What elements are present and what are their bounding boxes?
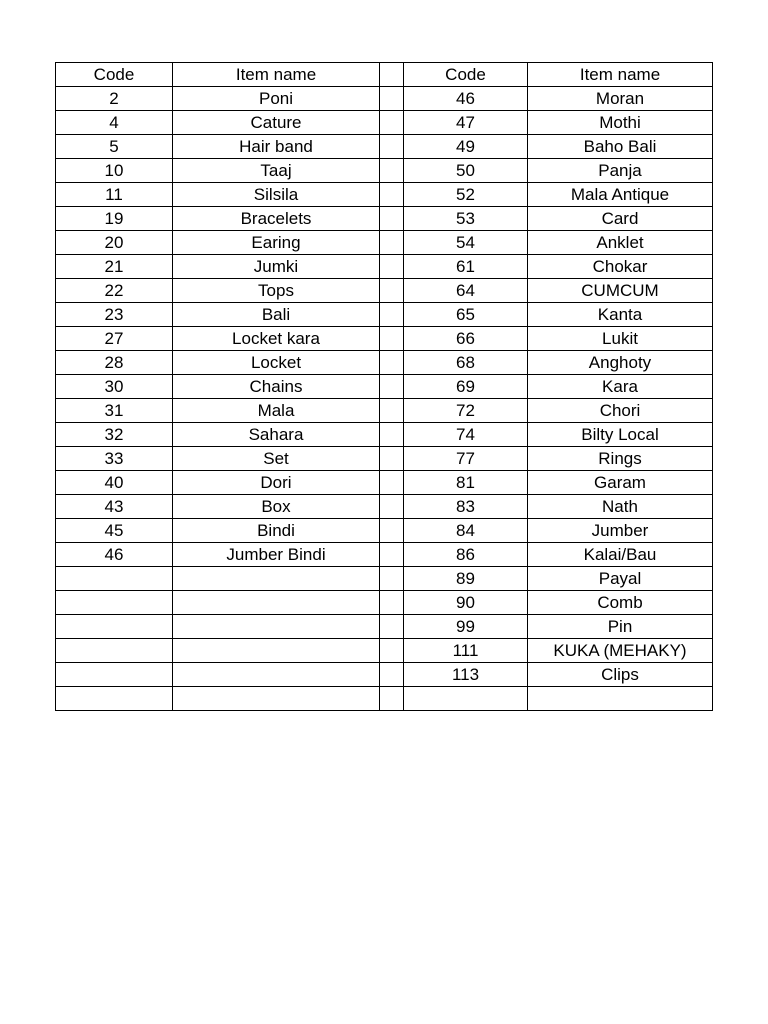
- right-code-cell: 46: [404, 87, 528, 111]
- left-code-cell: 31: [56, 399, 173, 423]
- left-item-name-cell: Box: [173, 495, 380, 519]
- right-item-name-cell: Rings: [528, 447, 713, 471]
- left-code-cell: 45: [56, 519, 173, 543]
- right-code-cell: [404, 687, 528, 711]
- left-item-name-cell: Set: [173, 447, 380, 471]
- left-item-name-cell: Poni: [173, 87, 380, 111]
- left-code-cell: 30: [56, 375, 173, 399]
- spacer-cell: [380, 663, 404, 687]
- right-code-cell: 49: [404, 135, 528, 159]
- left-item-name-cell: Hair band: [173, 135, 380, 159]
- left-item-name-cell: Earing: [173, 231, 380, 255]
- item-code-table: [55, 62, 713, 711]
- left-code-cell: 11: [56, 183, 173, 207]
- right-item-name-cell: Mothi: [528, 111, 713, 135]
- spacer-cell: [380, 519, 404, 543]
- spacer-cell: [380, 255, 404, 279]
- table-row: [56, 663, 713, 687]
- spacer-cell: [380, 207, 404, 231]
- right-item-name-cell: Card: [528, 207, 713, 231]
- right-code-cell: 64: [404, 279, 528, 303]
- left-item-name-cell: Tops: [173, 279, 380, 303]
- left-item-name-cell: Jumki: [173, 255, 380, 279]
- spacer-cell: [380, 111, 404, 135]
- right-code-cell: 61: [404, 255, 528, 279]
- table-row: [56, 399, 713, 423]
- left-code-cell: 21: [56, 255, 173, 279]
- table-row: [56, 519, 713, 543]
- right-item-name-cell: Kanta: [528, 303, 713, 327]
- left-code-cell: 46: [56, 543, 173, 567]
- table-row: [56, 135, 713, 159]
- spacer-cell: [380, 303, 404, 327]
- spacer-cell: [380, 375, 404, 399]
- table-row: [56, 207, 713, 231]
- right-item-name-cell: Panja: [528, 159, 713, 183]
- left-code-cell: [56, 591, 173, 615]
- right-code-cell: 83: [404, 495, 528, 519]
- left-item-name-cell: Locket: [173, 351, 380, 375]
- left-code-cell: 20: [56, 231, 173, 255]
- right-code-cell: 74: [404, 423, 528, 447]
- right-code-cell: 81: [404, 471, 528, 495]
- left-code-cell: 10: [56, 159, 173, 183]
- right-item-name-cell: Pin: [528, 615, 713, 639]
- table-row: [56, 255, 713, 279]
- spacer-cell: [380, 351, 404, 375]
- item-code-table-body: [56, 63, 713, 711]
- right-code-cell: 111: [404, 639, 528, 663]
- left-item-name-cell: [173, 687, 380, 711]
- right-code-cell: 77: [404, 447, 528, 471]
- left-code-cell: 5: [56, 135, 173, 159]
- table-row: [56, 615, 713, 639]
- spacer-cell: [380, 495, 404, 519]
- left-item-name-cell: [173, 663, 380, 687]
- spacer-cell: [380, 279, 404, 303]
- spacer-cell: [380, 687, 404, 711]
- right-item-name-cell: CUMCUM: [528, 279, 713, 303]
- left-code-cell: 40: [56, 471, 173, 495]
- right-item-name-cell: KUKA (MEHAKY): [528, 639, 713, 663]
- right-item-name-cell: Kara: [528, 375, 713, 399]
- right-item-name-cell: Jumber: [528, 519, 713, 543]
- right-item-name-cell: Mala Antique: [528, 183, 713, 207]
- table-row: [56, 111, 713, 135]
- table-row: [56, 423, 713, 447]
- table-row: [56, 303, 713, 327]
- right-code-header: Code: [404, 63, 528, 87]
- spacer-cell: [380, 447, 404, 471]
- right-item-name-cell: Garam: [528, 471, 713, 495]
- right-item-name-cell: Chokar: [528, 255, 713, 279]
- right-item-name-cell: Comb: [528, 591, 713, 615]
- left-code-cell: [56, 615, 173, 639]
- right-code-cell: 50: [404, 159, 528, 183]
- table-row: [56, 351, 713, 375]
- spacer-cell: [380, 615, 404, 639]
- left-item-name-cell: [173, 639, 380, 663]
- left-item-name-cell: Dori: [173, 471, 380, 495]
- table-row: [56, 87, 713, 111]
- right-code-cell: 54: [404, 231, 528, 255]
- table-header-row: [56, 63, 713, 87]
- table-row: [56, 567, 713, 591]
- table-row: [56, 159, 713, 183]
- spacer-cell: [380, 327, 404, 351]
- table-row: [56, 231, 713, 255]
- spacer-cell: [380, 63, 404, 87]
- left-item-name-cell: Locket kara: [173, 327, 380, 351]
- right-item-name-cell: Nath: [528, 495, 713, 519]
- table-row: [56, 639, 713, 663]
- right-code-cell: 53: [404, 207, 528, 231]
- left-code-cell: 43: [56, 495, 173, 519]
- left-code-header: Code: [56, 63, 173, 87]
- right-item-name-cell: Clips: [528, 663, 713, 687]
- right-item-name-cell: Moran: [528, 87, 713, 111]
- table-row: [56, 327, 713, 351]
- right-code-cell: 52: [404, 183, 528, 207]
- spacer-cell: [380, 471, 404, 495]
- left-item-name-cell: [173, 615, 380, 639]
- spacer-cell: [380, 87, 404, 111]
- spacer-cell: [380, 135, 404, 159]
- right-code-cell: 69: [404, 375, 528, 399]
- spacer-cell: [380, 543, 404, 567]
- left-code-cell: 4: [56, 111, 173, 135]
- right-code-cell: 90: [404, 591, 528, 615]
- right-code-cell: 68: [404, 351, 528, 375]
- left-item-name-cell: Bracelets: [173, 207, 380, 231]
- table-row: [56, 495, 713, 519]
- left-code-cell: [56, 687, 173, 711]
- right-code-cell: 89: [404, 567, 528, 591]
- left-item-name-cell: Cature: [173, 111, 380, 135]
- spacer-cell: [380, 231, 404, 255]
- right-item-name-cell: Anghoty: [528, 351, 713, 375]
- spacer-cell: [380, 183, 404, 207]
- left-code-cell: [56, 663, 173, 687]
- left-item-name-cell: Chains: [173, 375, 380, 399]
- right-code-cell: 72: [404, 399, 528, 423]
- right-code-cell: 66: [404, 327, 528, 351]
- right-item-name-cell: Lukit: [528, 327, 713, 351]
- table-row: [56, 471, 713, 495]
- left-code-cell: 23: [56, 303, 173, 327]
- left-code-cell: 2: [56, 87, 173, 111]
- table-row: [56, 279, 713, 303]
- spacer-cell: [380, 399, 404, 423]
- right-item-name-cell: Payal: [528, 567, 713, 591]
- left-code-cell: 33: [56, 447, 173, 471]
- left-code-cell: [56, 567, 173, 591]
- left-code-cell: 32: [56, 423, 173, 447]
- right-item-name-cell: Baho Bali: [528, 135, 713, 159]
- right-item-name-cell: [528, 687, 713, 711]
- left-code-cell: 19: [56, 207, 173, 231]
- table-row: [56, 543, 713, 567]
- spacer-cell: [380, 567, 404, 591]
- spacer-cell: [380, 639, 404, 663]
- table-row: [56, 447, 713, 471]
- table-row: [56, 183, 713, 207]
- left-item-name-cell: [173, 591, 380, 615]
- right-item-name-cell: Bilty Local: [528, 423, 713, 447]
- left-item-name-cell: Bali: [173, 303, 380, 327]
- left-item-name-cell: Jumber Bindi: [173, 543, 380, 567]
- left-item-name-cell: [173, 567, 380, 591]
- left-item-name-cell: Bindi: [173, 519, 380, 543]
- spacer-cell: [380, 159, 404, 183]
- right-item-name-cell: Anklet: [528, 231, 713, 255]
- left-item-name-cell: Taaj: [173, 159, 380, 183]
- table-row: [56, 687, 713, 711]
- right-code-cell: 99: [404, 615, 528, 639]
- right-item-name-header: Item name: [528, 63, 713, 87]
- left-item-name-cell: Sahara: [173, 423, 380, 447]
- right-code-cell: 84: [404, 519, 528, 543]
- spacer-cell: [380, 591, 404, 615]
- left-code-cell: 28: [56, 351, 173, 375]
- right-item-name-cell: Chori: [528, 399, 713, 423]
- spacer-cell: [380, 423, 404, 447]
- right-code-cell: 65: [404, 303, 528, 327]
- right-code-cell: 47: [404, 111, 528, 135]
- table-row: [56, 591, 713, 615]
- left-code-cell: 22: [56, 279, 173, 303]
- left-item-name-cell: Mala: [173, 399, 380, 423]
- right-code-cell: 86: [404, 543, 528, 567]
- left-item-name-header: Item name: [173, 63, 380, 87]
- left-code-cell: 27: [56, 327, 173, 351]
- right-code-cell: 113: [404, 663, 528, 687]
- table-row: [56, 375, 713, 399]
- left-item-name-cell: Silsila: [173, 183, 380, 207]
- right-item-name-cell: Kalai/Bau: [528, 543, 713, 567]
- left-code-cell: [56, 639, 173, 663]
